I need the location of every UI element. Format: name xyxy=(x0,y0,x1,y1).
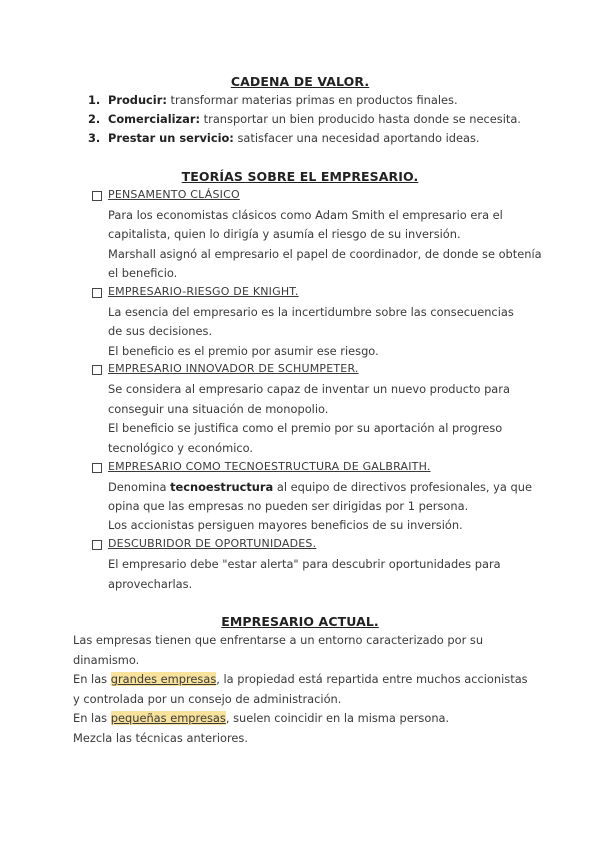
list-definition: transportar un bien producido hasta donde se necesita. xyxy=(200,112,521,126)
text-line: Las empresas tienen que enfrentarse a un entorno caracterizado por su xyxy=(73,633,484,647)
section-title: EMPRESARIO INNOVADOR DE SCHUMPETER. xyxy=(108,362,359,375)
text-fragment: al equipo de directivos profesionales, ya que xyxy=(273,480,532,494)
text-fragment: , la propiedad está repartida entre muchos accionistas xyxy=(216,672,528,686)
section-title: EMPRESARIO-RIESGO DE KNIGHT. xyxy=(108,285,299,298)
list-number: 2. xyxy=(88,112,101,126)
text-line: de sus decisiones. xyxy=(108,324,213,338)
text-line xyxy=(73,672,528,686)
checkbox-icon xyxy=(92,463,102,473)
list-number: 1. xyxy=(88,93,101,107)
list-term: Producir: xyxy=(108,93,167,107)
checkbox-icon xyxy=(92,365,102,375)
checkbox-icon xyxy=(92,288,102,298)
text-line: aprovecharlas. xyxy=(108,577,193,591)
section-title: PENSAMENTO CLÁSICO xyxy=(108,188,240,201)
text-line: opina que las empresas no pueden ser dirigidas por 1 persona. xyxy=(108,499,469,513)
list-text xyxy=(108,131,480,145)
text-fragment: Denomina xyxy=(108,480,171,494)
text-line: El beneficio se justifica como el premio por su aportación al progreso xyxy=(108,421,503,435)
checkbox-icon xyxy=(92,191,102,201)
text-line: Mezcla las técnicas anteriores. xyxy=(73,731,248,745)
list-definition: satisfacer una necesidad aportando ideas. xyxy=(233,131,480,145)
text-line: Marshall asignó al empresario el papel de coordinador, de donde se obtenía xyxy=(108,247,542,261)
text-line: Para los economistas clásicos como Adam Smith el empresario era el xyxy=(108,208,503,222)
current-entrepreneur-title: EMPRESARIO ACTUAL. xyxy=(221,614,379,629)
section-title: DESCUBRIDOR DE OPORTUNIDADES. xyxy=(108,537,317,550)
text-line: capitalista, quien lo dirigía y asumía el riesgo de su inversión. xyxy=(108,227,461,241)
theories-title: TEORÍAS SOBRE EL EMPRESARIO. xyxy=(181,169,419,184)
text-fragment: En las xyxy=(73,672,111,686)
text-fragment: En las xyxy=(73,711,111,725)
text-line xyxy=(73,711,449,725)
text-line: Los accionistas persiguen mayores beneficios de su inversión. xyxy=(108,518,463,532)
text-fragment: , suelen coincidir en la misma persona. xyxy=(225,711,450,725)
highlight: pequeñas empresas xyxy=(110,711,226,725)
text-line: El empresario debe "estar alerta" para descubrir oportunidades para xyxy=(108,557,501,571)
list-term: Comercializar: xyxy=(108,112,201,126)
value-chain-title: CADENA DE VALOR. xyxy=(230,74,370,89)
text-line: El beneficio es el premio por asumir ese riesgo. xyxy=(108,344,379,358)
text-line xyxy=(108,480,532,494)
text-line: y controlada por un consejo de administración. xyxy=(73,692,342,706)
text-line: La esencia del empresario es la incertidumbre sobre las consecuencias xyxy=(108,305,514,319)
list-term: Prestar un servicio: xyxy=(108,131,234,145)
list-definition: transformar materias primas en productos finales. xyxy=(166,93,458,107)
list-number: 3. xyxy=(88,131,101,145)
list-text xyxy=(108,93,458,107)
list-text xyxy=(108,112,521,126)
section-title: EMPRESARIO COMO TECNOESTRUCTURA DE GALBRAITH. xyxy=(108,460,431,473)
text-line: el beneficio. xyxy=(108,266,178,280)
text-line: dinamismo. xyxy=(73,653,140,667)
checkbox-icon xyxy=(92,540,102,550)
text-line: tecnológico y económico. xyxy=(108,441,254,455)
highlight: grandes empresas xyxy=(110,672,217,686)
keyword-bold: tecnoestructura xyxy=(170,480,274,494)
text-line: Se considera al empresario capaz de inventar un nuevo producto para xyxy=(108,382,510,396)
text-line: conseguir una situación de monopolio. xyxy=(108,402,329,416)
